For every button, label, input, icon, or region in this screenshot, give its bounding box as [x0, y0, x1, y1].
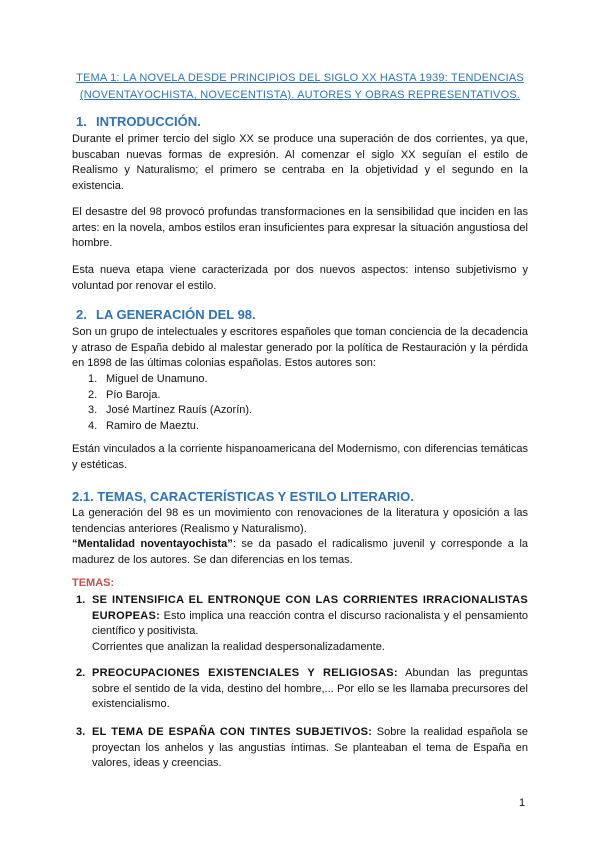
generation-98-paragraph: Son un grupo de intelectuales y escritores españoles que toman conciencia de la decadencia y atraso de España debido al malestar generado por la política de Restauración y la pérdida en 1898 de las últimas colonias españolas. Estos autores son: — [72, 326, 528, 369]
mentalidad-text: : se da pasado el radicalismo juvenil y corresponde a la madurez de los autores. Se dan diferencias en los temas. — [72, 538, 529, 566]
section-1-heading — [76, 114, 201, 129]
list-item: 1. Miguel de Unamuno. — [88, 373, 208, 385]
tema-3-heading: EL TEMA DE ESPAÑA CON TINTES SUBJETIVOS: — [92, 726, 373, 738]
movement-paragraph: La generación del 98 es un movimiento con renovaciones de la literatura y oposición a las tendencias anteriores (Realismo y Naturalismo). — [72, 507, 528, 535]
section-2-number: 2. — [76, 307, 87, 322]
title-line-2: (NOVENTAYOCHISTA, NOVECENTISTA). AUTORES Y OBRAS REPRESENTATIVOS. — [79, 89, 521, 101]
tema-1-text: Esto implica una reacción contra el discurso racionalista y el pensamiento científico y positivista. — [92, 609, 528, 637]
tema-1-extra: Corrientes que analizan la realidad despersonalizadamente. — [92, 640, 385, 653]
intro-paragraph-2: El desastre del 98 provocó profundas transformaciones en la sensibilidad que inciden en las artes: en la novela, ambos estilos eran insuficientes para expresar la situación angustiosa del hombre. — [72, 206, 528, 249]
page-number: 1 — [519, 797, 526, 809]
tema-2-heading: PREOCUPACIONES EXISTENCIALES Y RELIGIOSAS: — [92, 667, 398, 679]
temas-label: TEMAS: — [72, 577, 115, 589]
section-1-title: INTRODUCCIÓN. — [96, 114, 201, 129]
list-item: 4. Ramiro de Maeztu. — [88, 419, 199, 432]
section-1-number: 1. — [76, 114, 87, 129]
mentalidad-paragraph — [72, 537, 528, 568]
section-2-heading — [76, 307, 256, 322]
tema-item-3: 3. EL TEMA DE ESPAÑA CON TINTES SUBJETIVOS: Sobre la realidad española se proyectan los anhelos y las angustias íntimas. Se planteaban el tema de España en valores, ideas y creencias. — [76, 726, 528, 769]
tema-item-1: 1. SE INTENSIFICA EL ENTRONQUE CON LAS CORRIENTES IRRACIONALISTAS EUROPEAS: Esto implica una reacción contra el discurso racionalista y el pensamiento científico y positivista. Corrientes que analizan la realidad despersonalizadamente. — [72, 593, 528, 655]
section-2-1-heading: 2.1. TEMAS, CARACTERÍSTICAS Y ESTILO LITERARIO. — [72, 489, 414, 504]
list-item: 3. José Martínez Rauís (Azorín). — [88, 404, 253, 416]
tema-2-text: Abundan las preguntas sobre el sentido de la vida, destino del hombre,... Por ello se les llamaba precursores del existencialismo. — [92, 667, 528, 710]
list-item: 2. Pío Baroja. — [88, 388, 161, 401]
tema-1-heading: SE INTENSIFICA EL ENTRONQUE CON LAS CORRIENTES IRRACIONALISTAS EUROPEAS: — [92, 594, 528, 622]
authors-list — [88, 372, 252, 434]
intro-paragraph-1: Durante el primer tercio del siglo XX se produce una superación de dos corrientes, ya que, buscaban nuevas formas de expresión. Al comenzar el siglo XX seguían el estilo de Realismo y Naturalismo; el primero se centraba en la objetividad y el segundo en la existencia. — [72, 133, 528, 192]
modernism-paragraph: Están vinculados a la corriente hispanoamericana del Modernismo, con diferencias temáticas y estéticas. — [72, 443, 528, 471]
intro-paragraph-3: Esta nueva etapa viene caracterizada por dos nuevos aspectos: intenso subjetivismo y voluntad por renovar el estilo. — [72, 264, 528, 292]
section-2-title: LA GENERACIÓN DEL 98. — [96, 307, 256, 322]
document-title — [72, 70, 528, 104]
tema-item-2: 2. PREOCUPACIONES EXISTENCIALES Y RELIGIOSAS: Abundan las preguntas sobre el sentido de la vida, destino del hombre,... Por ello se les llamaba precursores del existencialismo. — [76, 667, 528, 710]
title-line-1: TEMA 1: LA NOVELA DESDE PRINCIPIOS DEL SIGLO XX HASTA 1939: TENDENCIAS — [76, 72, 524, 84]
mentalidad-label: “Mentalidad noventayochista” — [72, 538, 233, 550]
tema-3-text: Sobre la realidad española se proyectan los anhelos y las angustias íntimas. Se planteaban el tema de España en valores, ideas y creencias. — [92, 726, 528, 769]
